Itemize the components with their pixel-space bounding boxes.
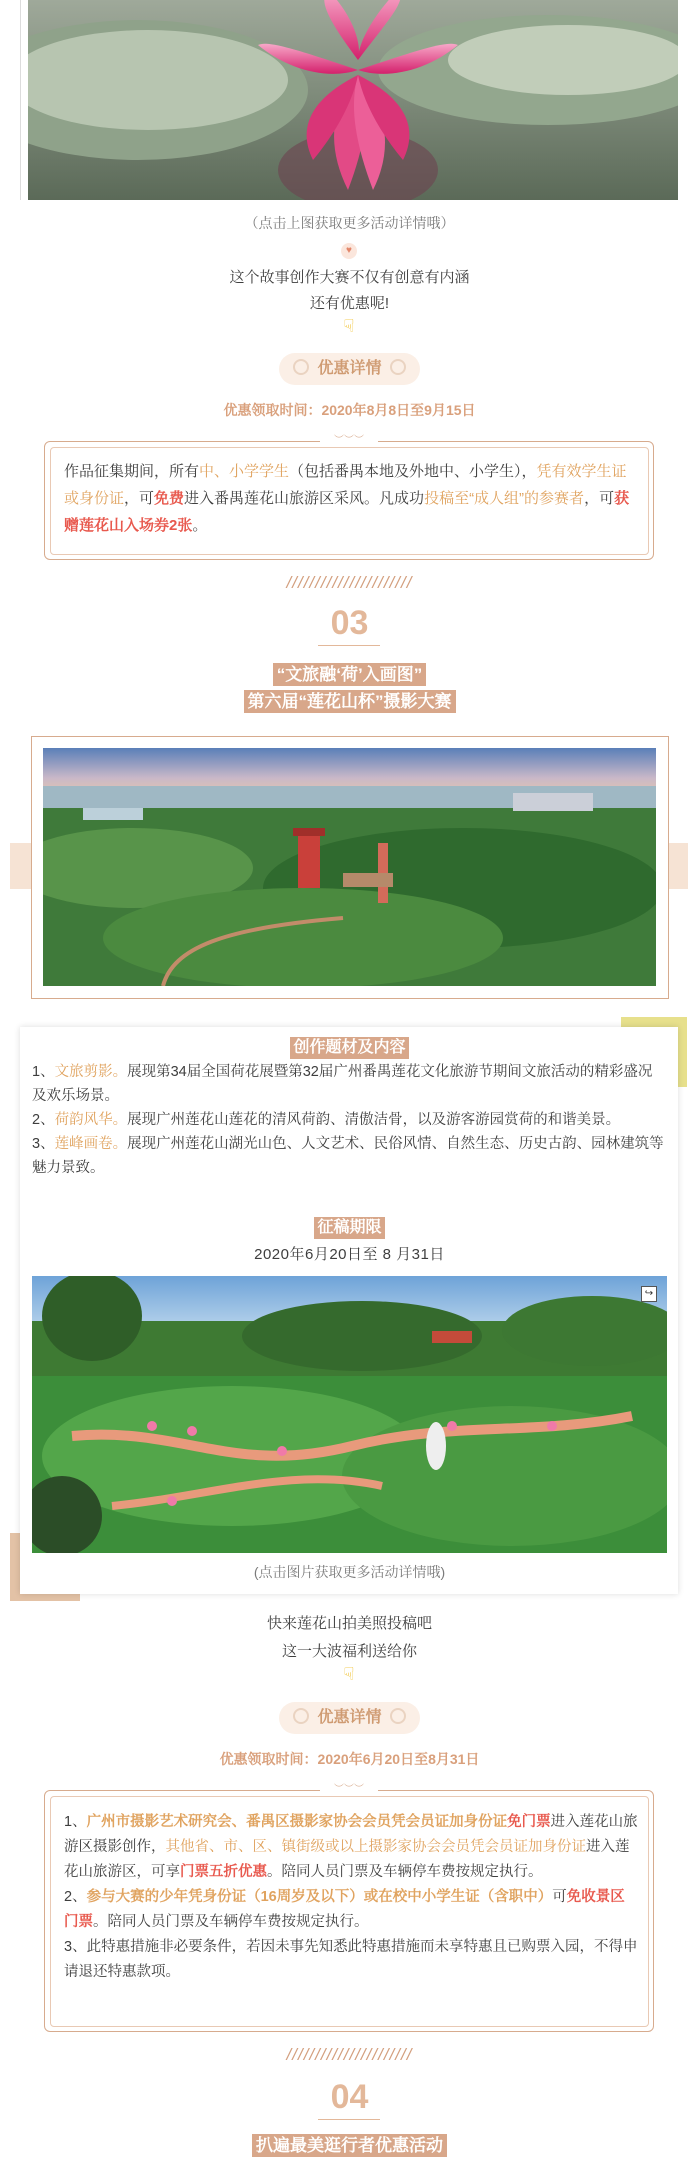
creation-list [32,1060,666,1180]
promo1-text-h: 投稿至“成人组”的参赛者 [424,490,585,507]
promo1-text-i: ，可 [584,490,615,507]
call-line1: 快来莲花山拍美照投稿吧 [266,1615,432,1632]
promo1-text-g: 进入番禺莲花山旅游区采风。凡成功 [184,490,425,507]
promo2-box-ornament: ︶︶︶ [320,1785,378,1795]
section3-title1: “文旅融‘荷’入画图” [273,663,426,686]
section4-number-underline [318,2119,380,2120]
pill-left-dot [293,359,309,375]
section3-number-underline [318,645,380,646]
p2-d: 免收景区门票 [64,1889,625,1930]
promo-details-pill-1 [279,353,420,385]
promo2-para3: 3、此特惠措施非必要条件，若因未事先知悉此特惠措施而未享特惠且已购票入园，不得申请退还特惠款项。 [64,1939,638,1980]
promo-details-pill-2 [279,1702,420,1734]
p2-a: 2、 [64,1889,87,1905]
story-line1: 这个故事创作大赛不仅有创意有内涵 [229,269,470,286]
promo2-text [64,1810,639,1985]
section3-title1-wrap [0,663,699,686]
p1-g: 门票五折优惠 [180,1864,267,1880]
pill2-left-dot [293,1708,309,1724]
creation-heading-wrap [0,1037,699,1059]
pill2-label: 优惠详情 [317,1709,382,1726]
section3-number: 03 [330,604,369,642]
photo-caption: （点击上图获取更多活动详情哦） [244,215,455,231]
promo1-time: 优惠领取时间：2020年8月8日至9月15日 [223,402,476,418]
period-heading: 征稿期限 [314,1217,384,1239]
creation-item-2-name: 荷韵风华。 [54,1112,128,1128]
p2-c: 可 [552,1889,567,1905]
section3-title2: 第六届“莲花山杯”摄影大赛 [244,690,456,713]
divider-2: ////////////////////// [286,2045,413,2064]
p1-a: 1、 [64,1814,87,1830]
promo1-text-b: 中、小学学生 [199,463,290,480]
p1-f: 进入莲花山旅游区，可享 [64,1839,630,1880]
pointing-down-icon: ☟ [343,316,355,336]
p1-b: 广州市摄影艺术研究会、番禺区摄影家协会会员凭会员证加身份证 [86,1814,508,1830]
pill-right-dot [390,359,406,375]
promo1-text-k: 。 [192,517,208,534]
p1-d: 进入莲花山旅游区摄影创作， [64,1814,638,1855]
left-rule [20,0,21,200]
divider-1: ////////////////////// [286,573,413,592]
heart-icon: ♥ [341,243,357,259]
lotus-pond-photo[interactable] [32,1276,667,1553]
creation-item-3-num: 3、 [32,1136,55,1152]
promo1-box-ornament: ︶︶︶ [320,436,378,446]
promo1-text-d: 凭有效学生证或身份证 [64,463,627,507]
call-line2: 这一大波福利送给你 [281,1643,417,1660]
lotus-illustration [28,0,678,200]
creation-item-2-num: 2、 [32,1112,55,1128]
period-heading-wrap [0,1217,699,1239]
p2-b: 参与大赛的少年凭身份证（16周岁及以下）或在校中小学生证（含职中） [86,1889,553,1905]
creation-heading: 创作题材及内容 [290,1037,408,1059]
p1-c: 免门票 [507,1814,551,1830]
promo2-time: 优惠领取时间：2020年6月20日至8月31日 [219,1751,480,1767]
creation-item-3-name: 莲峰画卷。 [54,1136,128,1152]
section4-number: 04 [330,2078,369,2116]
promo1-text-a: 作品征集期间，所有 [64,463,200,480]
creation-item-1-num: 1、 [32,1064,55,1080]
lotus-photo[interactable] [28,0,678,200]
lotus-pond-illustration [32,1276,667,1553]
p1-h: 。陪同人员门票及车辆停车费按规定执行。 [267,1864,543,1880]
expand-icon[interactable]: ↪ [641,1286,657,1302]
creation-item-1 [32,1060,666,1108]
pill-label: 优惠详情 [317,360,382,377]
story-line2: 还有优惠呢! [309,295,390,312]
period-dates: 2020年6月20日至 8 月31日 [254,1246,445,1263]
promo1-text [64,458,636,539]
creation-item-1-desc: 展现第34届全国荷花展暨第32届广州番禺莲花文化旅游节期间文旅活动的精彩盛况及欢乐场景。 [32,1064,653,1104]
section4-title: 扒遍最美逛行者优惠活动 [252,2134,447,2157]
creation-item-3-desc: 展现广州莲花山湖光山色、人文艺术、民俗风情、自然生态、历史古韵、园林建筑等魅力景致。 [32,1136,664,1176]
promo2-para2 [64,1885,639,1935]
pill2-right-dot [390,1708,406,1724]
promo1-text-c: （包括番禺本地及外地中、小学生）， [289,463,537,480]
promo1-text-e: ，可 [124,490,155,507]
section3-title2-wrap [0,690,699,713]
creation-item-1-name: 文旅剪影。 [54,1064,128,1080]
p2-e: 。陪同人员门票及车辆停车费按规定执行。 [93,1914,369,1930]
pointing-down-icon-2: ☟ [343,1664,355,1684]
aerial-illustration [43,748,656,986]
pond-caption: (点击图片获取更多活动详情哦) [253,1564,446,1580]
promo2-para1 [64,1810,639,1885]
creation-item-2-desc: 展现广州莲花山莲花的清风荷韵、清傲洁骨，以及游客游园赏荷的和谐美景。 [127,1112,621,1128]
promo1-text-f: 免费 [154,490,185,507]
creation-item-2 [32,1108,666,1132]
p1-e: 其他省、市、区、镇街级或以上摄影家协会会员凭会员证加身份证 [165,1839,586,1855]
promo1-text-j: 获赠莲花山入场券2张 [64,490,630,534]
aerial-photo[interactable] [43,748,656,986]
creation-item-3 [32,1132,666,1180]
